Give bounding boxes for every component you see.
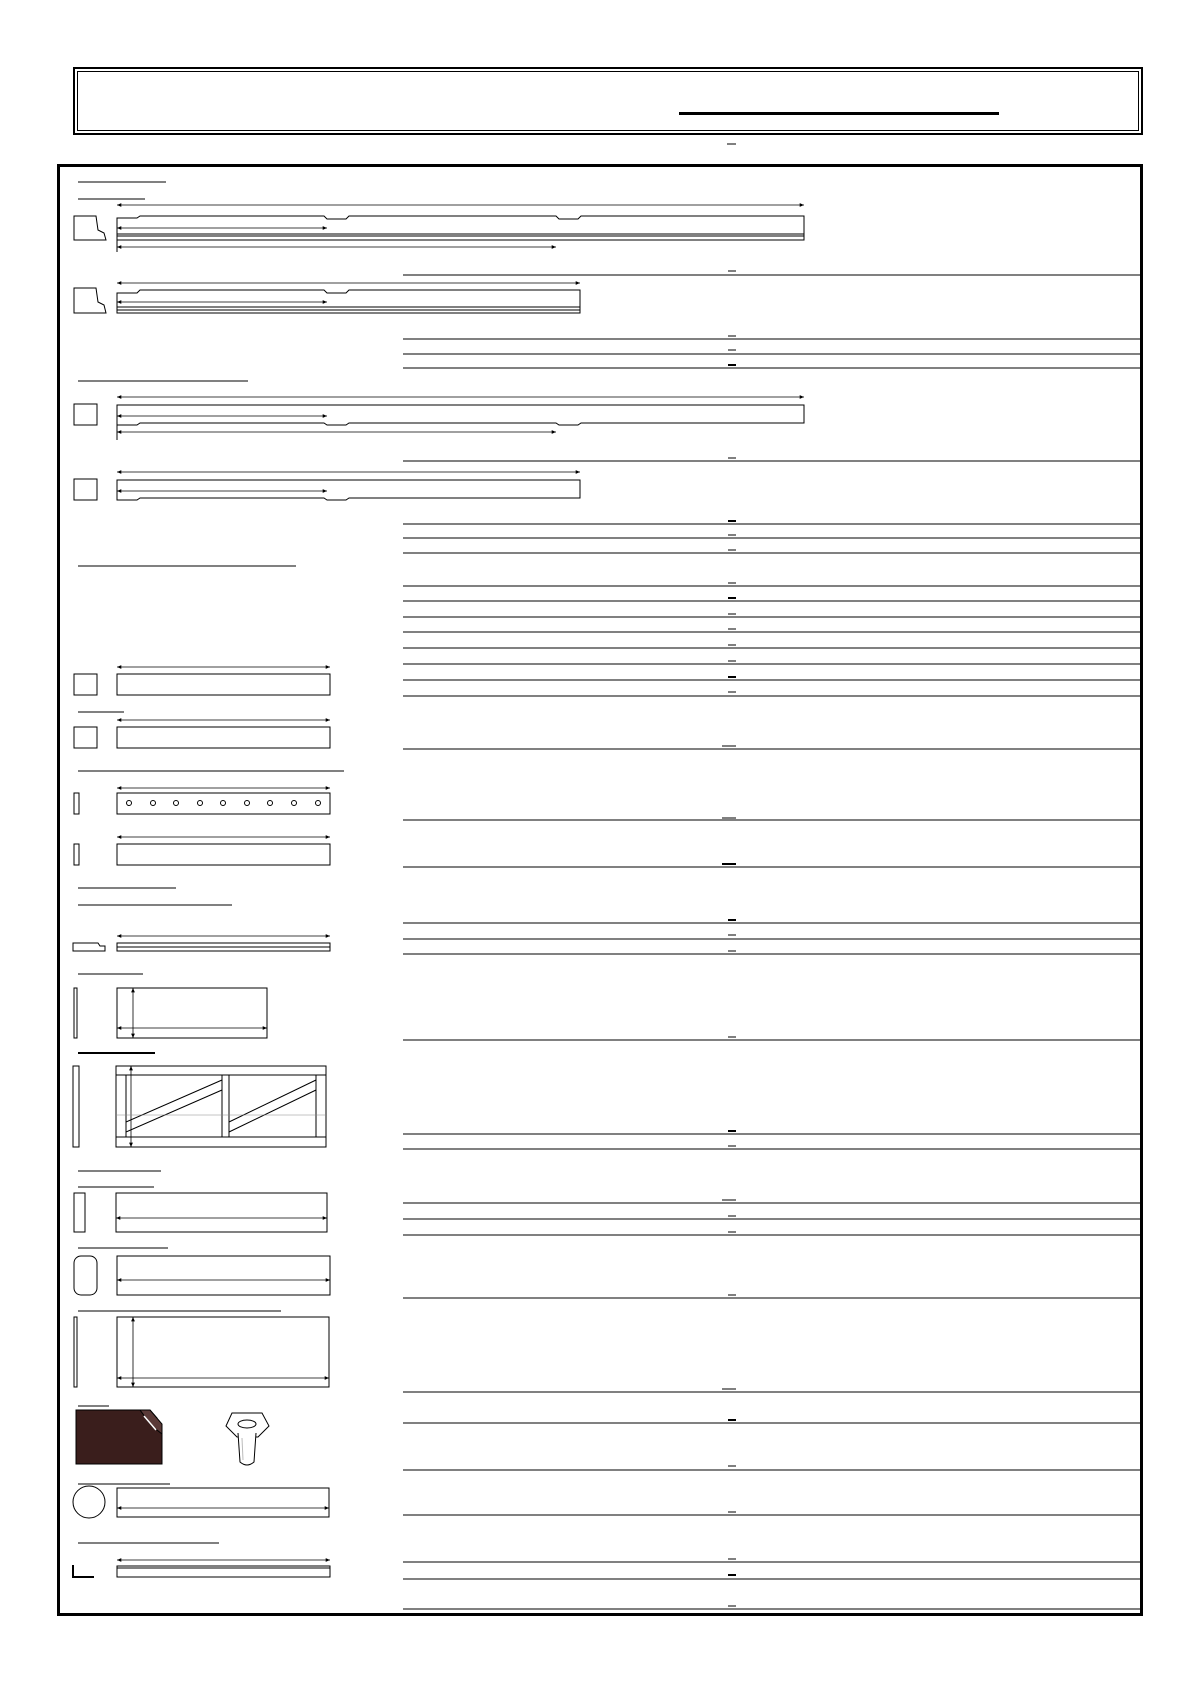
roof-panel-edge-icon [74, 1317, 77, 1387]
door-frame [116, 1066, 326, 1147]
floor-board-short [117, 480, 580, 500]
rounded-post [117, 1256, 330, 1295]
corner-trim-icon [73, 1565, 94, 1577]
round-profile-icon [73, 1486, 105, 1518]
square-profile-icon [74, 674, 97, 695]
panel [117, 988, 267, 1038]
square-profile-icon [74, 479, 97, 500]
square-profile-icon [74, 727, 97, 748]
rounded-profile-icon [74, 1256, 97, 1295]
nail-icon [226, 1413, 269, 1465]
short-board [117, 727, 330, 748]
thin-profile-icon [74, 844, 79, 865]
roof-panel [117, 1317, 329, 1387]
thin-profile-icon [74, 793, 79, 814]
board-profile-icon [74, 216, 106, 240]
floor-board-long [117, 405, 804, 425]
short-board [117, 674, 330, 695]
square-profile-icon [74, 404, 97, 425]
perforated-strip [117, 793, 330, 814]
panel-edge-icon [74, 988, 77, 1038]
moulding-profile-icon [73, 943, 105, 951]
board-profile-icon [74, 288, 106, 313]
door-edge-icon [73, 1066, 79, 1147]
round-rod [117, 1488, 329, 1517]
block [116, 1193, 327, 1232]
plain-strip [117, 844, 330, 865]
block-profile-icon [74, 1193, 85, 1232]
roofing-felt-icon [76, 1410, 162, 1464]
